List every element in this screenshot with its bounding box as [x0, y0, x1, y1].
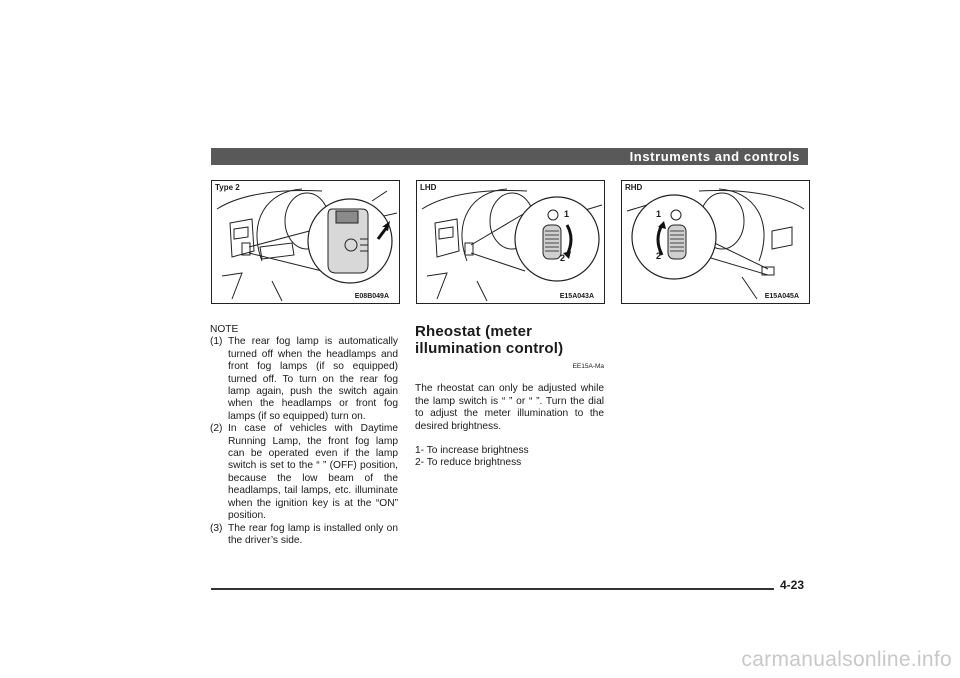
watermark: carmanualsonline.info: [741, 648, 952, 671]
footer-rule: [211, 588, 774, 590]
section-header-bar: [211, 148, 808, 165]
figure-lhd: [416, 180, 605, 304]
brightness-list: [415, 445, 604, 470]
note-item-number: (3): [210, 522, 223, 534]
note-section: [210, 324, 398, 547]
figure-code: E08B049A: [354, 293, 389, 300]
note-item: [210, 336, 398, 423]
dashboard-illustration: [417, 181, 604, 303]
figure-label: RHD: [625, 183, 643, 192]
note-item-number: (1): [210, 336, 223, 348]
note-item-text: The rear fog lamp is installed only on the driver’s side.: [228, 522, 398, 546]
figure-type2: [211, 180, 400, 304]
dashboard-illustration: [212, 181, 399, 303]
callout-1: 1: [564, 209, 570, 219]
figure-label: Type 2: [215, 183, 240, 192]
rheostat-section: [415, 323, 604, 470]
note-item-number: (2): [210, 423, 223, 435]
callout-1: 1: [656, 209, 662, 219]
figure-code: E15A043A: [559, 293, 594, 300]
section-code: EE15A-Ma: [572, 363, 604, 370]
rheostat-body: The rheostat can only be adjusted while the lamp switch is “ ” or “ ”. Turn the dial to adjust the meter illumination to the desired brightness.: [415, 383, 604, 432]
list-item: 1- To increase brightness: [415, 445, 529, 457]
section-heading: Rheostat (meter illumination control): [415, 323, 564, 357]
dashboard-illustration: [622, 181, 809, 303]
figure-label: LHD: [420, 183, 437, 192]
note-title: NOTE: [210, 324, 239, 335]
callout-2: 2: [656, 251, 662, 261]
note-item-text: The rear fog lamp is automatically turned off when the headlamps and front fog lamps (if so equipped) turned off. To turn on the rear fog lamp again, push the switch again when the headlamps or front fog lamps (if so equipped) turn on.: [228, 336, 398, 422]
figure-rhd: [621, 180, 810, 304]
page-number: 4-23: [780, 578, 805, 592]
note-item-text: In case of vehicles with Daytime Running Lamp, the front fog lamp can be operated even if the lamp switch is set to the “ ” (OFF) position, because the low beam of the headlamps, tail lamps, etc. illuminate when the ignition key is at the “ON” position.: [228, 423, 398, 522]
note-item: [210, 423, 398, 522]
list-item: 2- To reduce brightness: [415, 457, 522, 469]
figure-code: E15A045A: [764, 293, 799, 300]
callout-2: 2: [560, 253, 566, 263]
note-item: [210, 523, 398, 548]
section-title: Instruments and controls: [629, 149, 800, 164]
